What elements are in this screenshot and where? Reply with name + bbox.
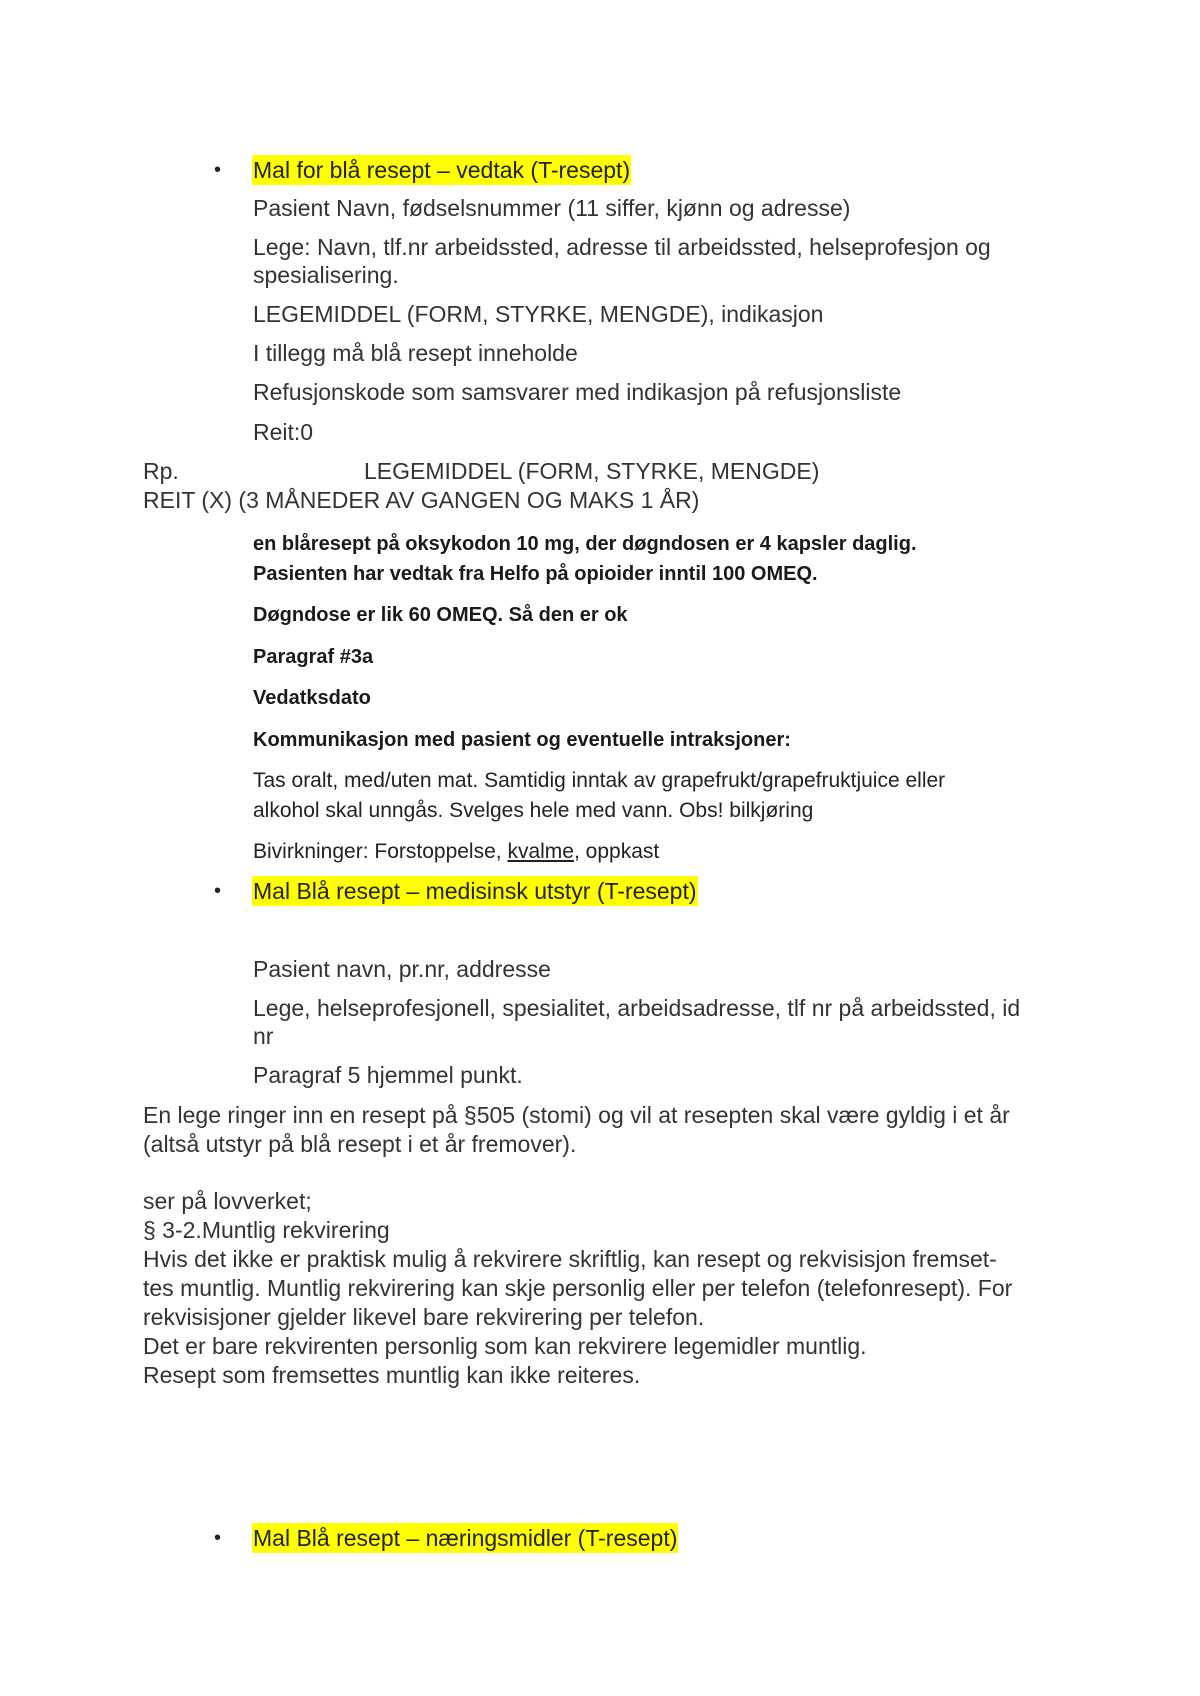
heading-text: Mal Blå resept – medisinsk utstyr (T-resept) xyxy=(253,878,697,904)
example-line-2: Pasienten har vedtak fra Helfo på opioider inntil 100 OMEQ. xyxy=(253,563,818,585)
utstyr-line-2: Lege, helseprofesjonell, spesialitet, arbeidsadresse, tlf nr på arbeidssted, id xyxy=(253,995,1021,1021)
line-drug: LEGEMIDDEL (FORM, STYRKE, MENGDE), indikasjon xyxy=(253,301,824,327)
side-effects-line xyxy=(253,837,659,866)
line-additional: I tillegg må blå resept inneholde xyxy=(253,340,578,366)
line-doctor: Lege: Navn, tlf.nr arbeidssted, adresse til arbeidssted, helseprofesjon og xyxy=(253,234,991,260)
paragraph2-line-7: Resept som fremsettes muntlig kan ikke reiteres. xyxy=(143,1362,641,1388)
side-effects-suffix: , oppkast xyxy=(573,840,660,863)
line-reit: Reit:0 xyxy=(253,419,314,445)
example-line-6: Kommunikasjon med pasient og eventuelle intraksjoner: xyxy=(253,729,791,751)
paragraph2-line-4: tes muntlig. Muntlig rekvirering kan skje personlig eller per telefon (telefonresept). For xyxy=(143,1275,1013,1301)
example-line-4: Paragraf #3a xyxy=(253,646,374,668)
line-refund-code: Refusjonskode som samsvarer med indikasjon på refusjonsliste xyxy=(253,379,902,405)
communication-line-1: Tas oralt, med/uten mat. Samtidig inntak av grapefrukt/grapefruktjuice eller xyxy=(253,769,946,792)
communication-line-2: alkohol skal unngås. Svelges hele med vann. Obs! bilkjøring xyxy=(253,799,814,822)
utstyr-line-1: Pasient navn, pr.nr, addresse xyxy=(253,956,551,982)
bullet: • xyxy=(214,1527,222,1549)
utstyr-line-4: Paragraf 5 hjemmel punkt. xyxy=(253,1062,523,1088)
example-line-1: en blåresept på oksykodon 10 mg, der døgndosen er 4 kapsler daglig. xyxy=(253,533,917,555)
paragraph2-line-1: ser på lovverket; xyxy=(143,1188,312,1214)
utstyr-line-3: nr xyxy=(253,1023,274,1049)
heading-text: Mal Blå resept – næringsmidler (T-resept) xyxy=(253,1525,678,1551)
side-effects-underlined: kvalme xyxy=(507,840,574,863)
paragraph1-line-1: En lege ringer inn en resept på §505 (stomi) og vil at resepten skal være gyldig i et år xyxy=(143,1102,1010,1128)
line-doctor-cont: spesialisering. xyxy=(253,262,399,288)
example-line-3: Døgndose er lik 60 OMEQ. Så den er ok xyxy=(253,604,628,626)
example-line-5: Vedatksdato xyxy=(253,687,371,709)
paragraph2-line-3: Hvis det ikke er praktisk mulig å rekvirere skriftlig, kan resept og rekvisisjon fremset- xyxy=(143,1246,997,1272)
rp-label: Rp. xyxy=(143,458,179,484)
reit-line: REIT (X) (3 MÅNEDER AV GANGEN OG MAKS 1 ÅR) xyxy=(143,487,700,513)
bullet: • xyxy=(214,880,222,902)
side-effects-prefix: Bivirkninger: Forstoppelse, xyxy=(253,840,508,863)
bullet: • xyxy=(214,159,222,181)
line-patient: Pasient Navn, fødselsnummer (11 siffer, kjønn og adresse) xyxy=(253,195,851,221)
paragraph2-line-6: Det er bare rekvirenten personlig som kan rekvirere legemidler muntlig. xyxy=(143,1333,867,1359)
paragraph2-line-5: rekvisisjoner gjelder likevel bare rekvirering per telefon. xyxy=(143,1304,705,1330)
paragraph1-line-2: (altså utstyr på blå resept i et år fremover). xyxy=(143,1131,577,1157)
heading-text: Mal for blå resept – vedtak (T-resept) xyxy=(253,157,631,183)
rp-value: LEGEMIDDEL (FORM, STYRKE, MENGDE) xyxy=(364,458,820,484)
paragraph2-line-2: § 3-2.Muntlig rekvirering xyxy=(143,1217,390,1243)
